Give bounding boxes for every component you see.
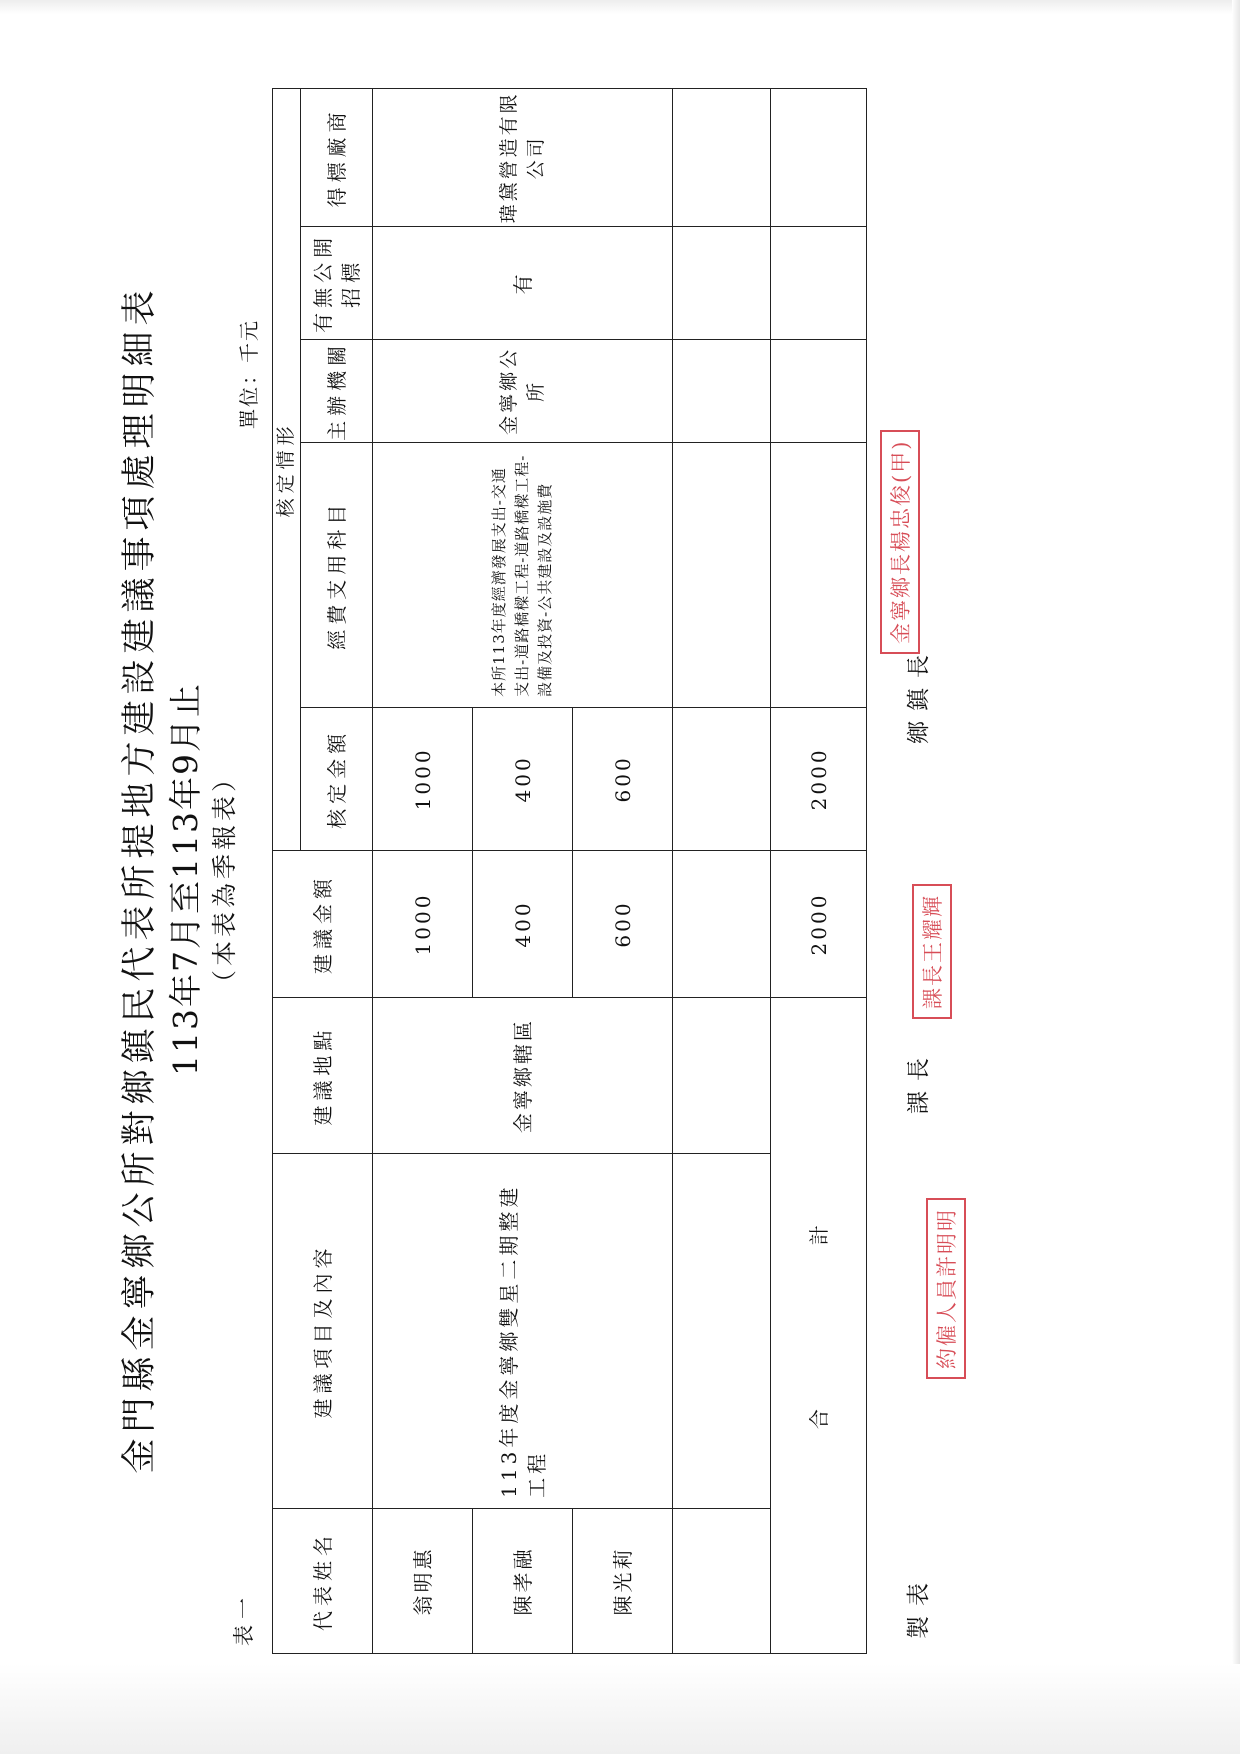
col-header-item: 建議項目及內容 [273,1154,373,1509]
col-header-budget-subject: 經費支用科目 [301,442,373,707]
rep-name-cell: 陳光莉 [573,1508,673,1653]
empty-cell [673,850,771,997]
empty-cell [673,1508,771,1653]
report-note: （本表為季報表） [210,763,239,996]
total-approved-cell: 2000 [771,707,867,850]
empty-cell [673,442,771,707]
empty-cell [673,226,771,339]
public-tender-cell: 有 [373,226,673,339]
empty-cell [771,226,867,339]
mayor-stamp: 金寧鄉長楊忠俊(甲) [880,430,920,654]
col-header-public-tender: 有無公開招標 [301,226,373,339]
empty-cell [673,707,771,850]
empty-cell [771,89,867,227]
empty-cell [771,442,867,707]
rep-name-cell: 翁明惠 [373,1508,473,1653]
empty-cell [673,89,771,227]
section-chief-label: 課長 [906,1048,932,1114]
col-header-rep-name: 代表姓名 [273,1508,373,1653]
proposed-amount-cell: 600 [573,850,673,997]
mayor-label: 鄉鎮長 [906,645,932,744]
rep-name-cell: 陳孝融 [473,1508,573,1653]
proposed-amount-cell: 1000 [373,850,473,997]
empty-cell [771,340,867,443]
contractor-cell: 瑋黛營造有限公司 [373,89,673,227]
col-header-proposed-amount: 建議金額 [273,850,373,997]
document-title: 金門縣金寧鄉公所對鄉鎮民代表所提地方建設建議事項處理明細表 [120,284,160,1474]
approved-amount-cell: 600 [573,707,673,850]
total-label-cell: 合 計 [771,998,867,1654]
preparer-label: 製表 [906,1573,932,1639]
approved-amount-cell: 1000 [373,707,473,850]
agency-cell: 金寧鄉公所 [373,340,673,443]
approved-amount-cell: 400 [473,707,573,850]
col-header-approved-amount: 核定金額 [301,707,373,850]
unit-label: 單位：千元 [237,319,261,429]
section-chief-stamp: 課長王耀輝 [912,884,952,1019]
budget-subject-cell: 本所113年度經濟發展支出-交通支出-道路橋樑工程-道路橋樑工程-設備及投資-公共建設及設施費 [373,442,673,707]
form-label: 表一 [232,1592,256,1646]
project-location-cell: 金寧鄉轄區 [373,998,673,1154]
empty-cell [673,998,771,1154]
col-header-contractor: 得標廠商 [301,89,373,227]
empty-cell [673,340,771,443]
proposed-amount-cell: 400 [473,850,573,997]
empty-cell [673,1154,771,1509]
proposal-table [272,88,867,1654]
total-proposed-cell: 2000 [771,850,867,997]
preparer-stamp: 約僱人員許明明 [926,1198,966,1379]
report-period: 113年7月至113年9月止 [166,682,205,1076]
project-item-cell: 113年度金寧鄉雙星二期整建工程 [373,1154,673,1509]
col-group-approval: 核定情形 [273,89,301,851]
col-header-location: 建議地點 [273,998,373,1154]
col-header-agency: 主辦機關 [301,340,373,443]
